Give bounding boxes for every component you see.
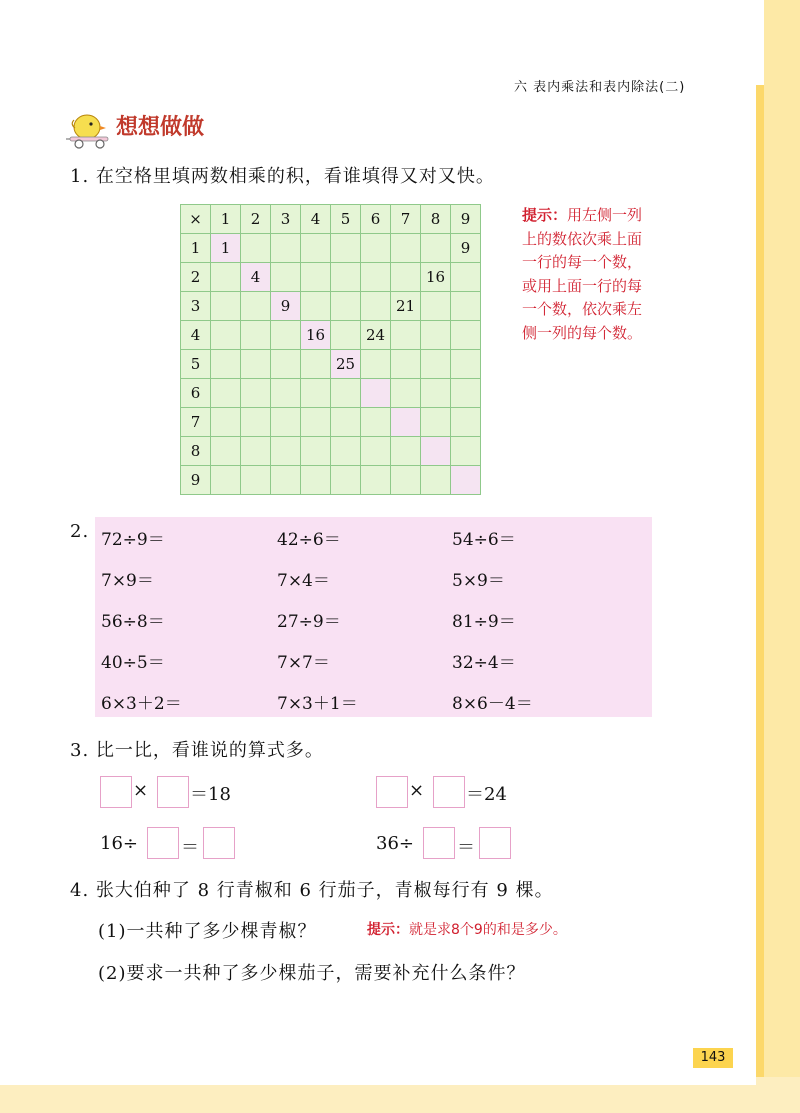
question-4-text: 4. 张大伯种了 8 行青椒和 6 行茄子，青椒每行有 9 棵。 [70,880,554,901]
page-edge [764,0,800,1113]
table-cell[interactable] [361,234,391,263]
table-cell[interactable] [241,379,271,408]
table-cell[interactable] [391,263,421,292]
table-cell[interactable] [331,263,361,292]
table-cell[interactable] [211,408,241,437]
table-cell[interactable] [241,234,271,263]
table-cell[interactable] [421,466,451,495]
table-cell[interactable] [451,437,481,466]
table-cell[interactable] [241,437,271,466]
answer-box[interactable] [423,827,455,859]
table-cell[interactable] [421,234,451,263]
table-cell[interactable] [421,350,451,379]
table-cell[interactable] [271,263,301,292]
table-row [181,350,481,379]
calc-item: 56÷8＝ [101,612,165,632]
table-cell[interactable] [391,466,421,495]
table-cell[interactable] [301,263,331,292]
table-cell[interactable] [451,379,481,408]
section-title: 想想做做 [116,115,205,140]
row-label: 5 [181,350,211,379]
table-row [181,321,481,350]
row-label: 8 [181,437,211,466]
table-cell[interactable] [271,321,301,350]
table-row [181,437,481,466]
calc-item: 72÷9＝ [101,530,165,550]
table-cell[interactable] [301,437,331,466]
times-sign: × [409,780,425,801]
table-cell[interactable] [361,466,391,495]
calculation-box [95,517,652,717]
table-cell[interactable]: 16 [421,263,451,292]
answer-box[interactable] [376,776,408,808]
table-cell[interactable] [451,263,481,292]
multiplication-table [180,204,481,495]
table-cell[interactable] [451,408,481,437]
table-cell[interactable]: 24 [361,321,391,350]
table-cell[interactable] [421,437,451,466]
chapter-header: 六 表内乘法和表内除法(二) [514,80,686,95]
table-cell[interactable]: 25 [331,350,361,379]
equation-result: ＝24 [466,784,507,805]
table-col-header: 3 [271,205,301,234]
table-cell[interactable] [211,350,241,379]
table-cell[interactable] [241,466,271,495]
question-3-text: 3. 比一比，看谁说的算式多。 [70,740,324,761]
table-cell[interactable] [451,292,481,321]
table-row [181,263,481,292]
table-row [181,379,481,408]
table-cell[interactable] [331,408,361,437]
calc-item: 7×9＝ [101,571,154,591]
table-cell[interactable] [211,292,241,321]
hint-text: 用左侧一列上的数依次乘上面一行的每一个数，或用上面一行的每一个数，依次乘左侧一列的每个数。 [522,206,643,342]
equation-result: ＝18 [190,784,231,805]
calc-item: 42÷6＝ [277,530,341,550]
table-cell[interactable]: 16 [301,321,331,350]
table-cell[interactable] [301,350,331,379]
table-row [181,234,481,263]
chick-cart-icon [66,110,116,150]
table-cell[interactable] [361,263,391,292]
calc-item: 32÷4＝ [452,653,516,673]
hint-text: 就是求8个9的和是多少。 [409,922,567,938]
question-4-part-1: (1)一共种了多少棵青椒？ [98,921,317,942]
question-2-number: 2. [70,521,90,542]
table-cell[interactable] [241,321,271,350]
answer-box[interactable] [157,776,189,808]
table-col-header: 6 [361,205,391,234]
calc-item: 6×3＋2＝ [101,694,182,714]
table-row [181,466,481,495]
table-cell[interactable] [331,292,361,321]
table-cell[interactable] [271,379,301,408]
row-label: 3 [181,292,211,321]
equals-sign: ＝ [181,837,199,858]
row-label: 6 [181,379,211,408]
table-cell[interactable] [391,379,421,408]
division-start: 36÷ [376,833,414,854]
hint-label: 提示： [522,206,568,224]
table-cell[interactable]: 9 [271,292,301,321]
table-cell[interactable] [421,321,451,350]
page-number: 143 [693,1048,733,1068]
table-cell[interactable] [271,234,301,263]
table-cell[interactable] [301,379,331,408]
table-cell[interactable]: 9 [451,234,481,263]
table-cell[interactable] [391,350,421,379]
calc-item: 40÷5＝ [101,653,165,673]
table-cell[interactable] [391,408,421,437]
table-cell[interactable] [211,379,241,408]
table-cell[interactable] [421,379,451,408]
calc-item: 8×6－4＝ [452,694,533,714]
calc-item: 27÷9＝ [277,612,341,632]
table-cell[interactable] [211,437,241,466]
table-cell[interactable] [331,379,361,408]
row-label: 7 [181,408,211,437]
table-cell[interactable] [361,292,391,321]
table-cell[interactable] [331,321,361,350]
table-row [181,292,481,321]
table-cell[interactable] [301,466,331,495]
times-sign: × [133,780,149,801]
table-corner: × [181,205,211,234]
table-cell[interactable] [331,234,361,263]
calc-item: 7×4＝ [277,571,330,591]
table-cell[interactable] [211,321,241,350]
calc-item: 5×9＝ [452,571,505,591]
table-col-header: 7 [391,205,421,234]
table-cell[interactable] [361,437,391,466]
table-cell[interactable] [361,379,391,408]
answer-box[interactable] [100,776,132,808]
table-cell[interactable] [271,466,301,495]
table-cell[interactable] [331,437,361,466]
question-1-text: 1. 在空格里填两数相乘的积，看谁填得又对又快。 [70,166,495,187]
answer-box[interactable] [433,776,465,808]
question-4-part-2: (2)要求一共种了多少棵茄子，需要补充什么条件？ [98,963,526,984]
table-cell[interactable] [271,408,301,437]
table-cell[interactable] [241,408,271,437]
calc-item: 7×3＋1＝ [277,694,358,714]
hint-inline [367,919,567,939]
hint-box [522,204,652,345]
row-label: 1 [181,234,211,263]
table-col-header: 9 [451,205,481,234]
table-row [181,408,481,437]
table-cell[interactable] [421,408,451,437]
table-cell[interactable] [271,350,301,379]
table-cell[interactable] [301,234,331,263]
answer-box[interactable] [203,827,235,859]
table-cell[interactable] [211,466,241,495]
answer-box[interactable] [147,827,179,859]
table-cell[interactable] [361,350,391,379]
table-col-header: 4 [301,205,331,234]
table-cell[interactable] [391,321,421,350]
table-cell[interactable]: 4 [241,263,271,292]
table-col-header: 2 [241,205,271,234]
equals-sign: ＝ [457,837,475,858]
table-cell[interactable] [421,292,451,321]
table-cell[interactable] [391,234,421,263]
table-cell[interactable] [211,263,241,292]
table-col-header: 8 [421,205,451,234]
table-cell[interactable]: 21 [391,292,421,321]
table-cell[interactable]: 1 [211,234,241,263]
row-label: 2 [181,263,211,292]
calc-item: 7×7＝ [277,653,330,673]
table-cell[interactable] [241,350,271,379]
table-cell[interactable] [451,350,481,379]
table-cell[interactable] [331,466,361,495]
division-start: 16÷ [100,833,138,854]
calc-item: 81÷9＝ [452,612,516,632]
table-col-header: 5 [331,205,361,234]
table-header-row [181,205,481,234]
table-cell[interactable] [301,408,331,437]
table-cell[interactable] [451,321,481,350]
table-cell[interactable] [241,292,271,321]
answer-box[interactable] [479,827,511,859]
table-cell[interactable] [271,437,301,466]
table-cell[interactable] [391,437,421,466]
row-label: 9 [181,466,211,495]
table-cell[interactable] [451,466,481,495]
table-cell[interactable] [361,408,391,437]
table-cell[interactable] [301,292,331,321]
table-col-header: 1 [211,205,241,234]
row-label: 4 [181,321,211,350]
calc-item: 54÷6＝ [452,530,516,550]
hint-label: 提示： [367,922,409,938]
